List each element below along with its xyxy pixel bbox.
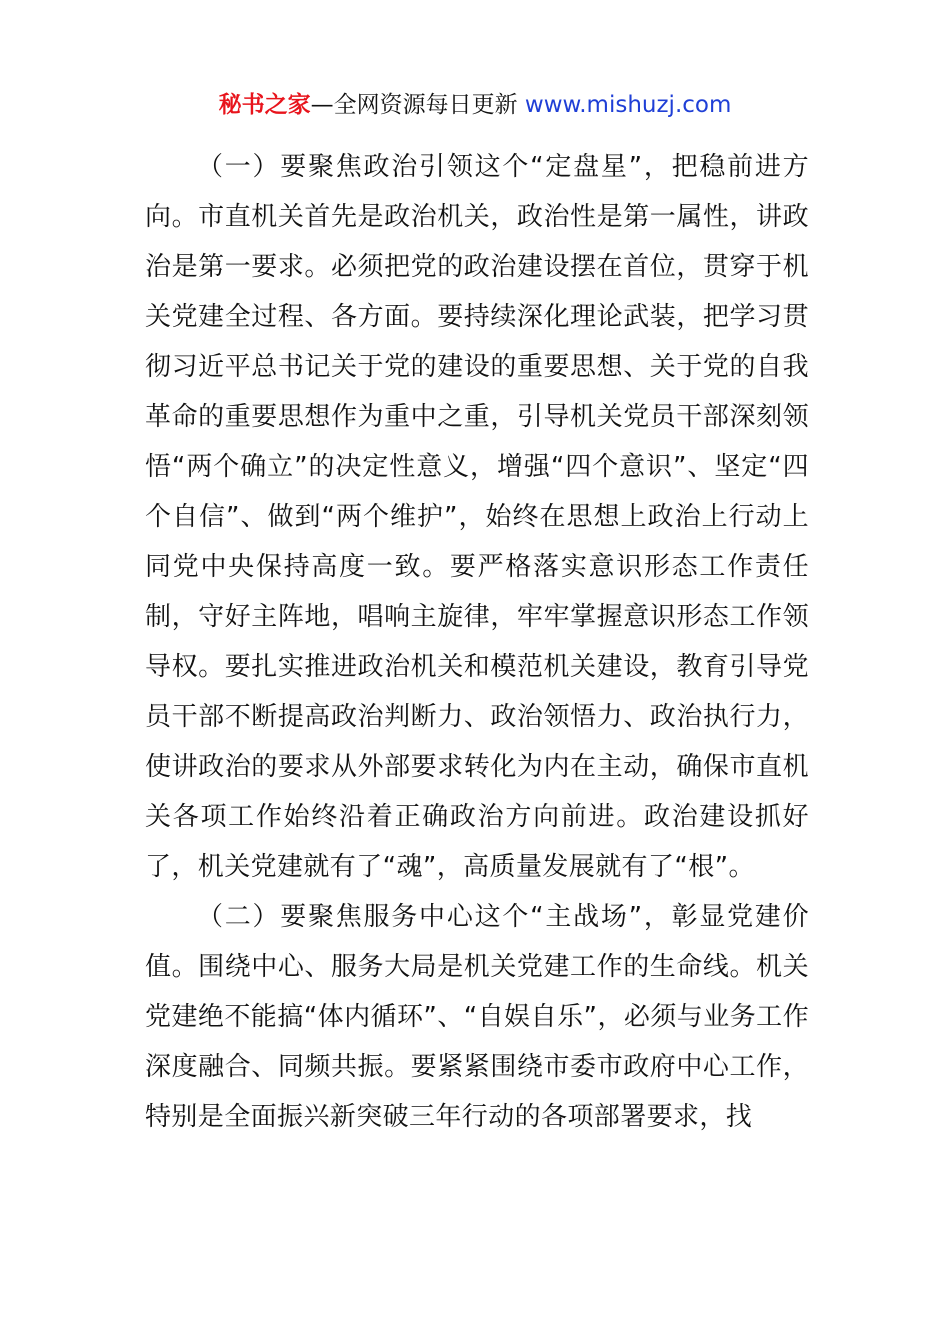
website-link[interactable]: www.mishuzj.com xyxy=(524,92,732,118)
header-slogan: —全网资源每日更新 xyxy=(310,92,518,118)
page-header xyxy=(0,90,950,120)
paragraph-2: （二）要聚焦服务中心这个“主战场”，彰显党建价值。围绕中心、服务大局是机关党建工作的生命线。机关党建绝不能搞“体内循环”、“自娱自乐”，必须与业务工作深度融合、同频共振。要紧紧围绕市委市政府中心工作，特别是全面振兴新突破三年行动的各项部署要求，找 xyxy=(145,902,809,1132)
brand-name: 秘书之家 xyxy=(218,92,311,118)
paragraph-1: （一）要聚焦政治引领这个“定盘星”，把稳前进方向。市直机关首先是政治机关，政治性是第一属性，讲政治是第一要求。必须把党的政治建设摆在首位，贯穿于机关党建全过程、各方面。要持续深化理论武装，把学习贯彻习近平总书记关于党的建设的重要思想、关于党的自我革命的重要思想作为重中之重，引导机关党员干部深刻领悟“两个确立”的决定性意义，增强“四个意识”、坚定“四个自信”、做到“两个维护”，始终在思想上政治上行动上同党中央保持高度一致。要严格落实意识形态工作责任制，守好主阵地，唱响主旋律，牢牢掌握意识形态工作领导权。要扎实推进政治机关和模范机关建设，教育引导党员干部不断提高政治判断力、政治领悟力、政治执行力，使讲政治的要求从外部要求转化为内在主动，确保市直机关各项工作始终沿着正确政治方向前进。政治建设抓好了，机关党建就有了“魂”，高质量发展就有了“根”。 xyxy=(145,152,809,882)
document-body xyxy=(145,142,809,1142)
